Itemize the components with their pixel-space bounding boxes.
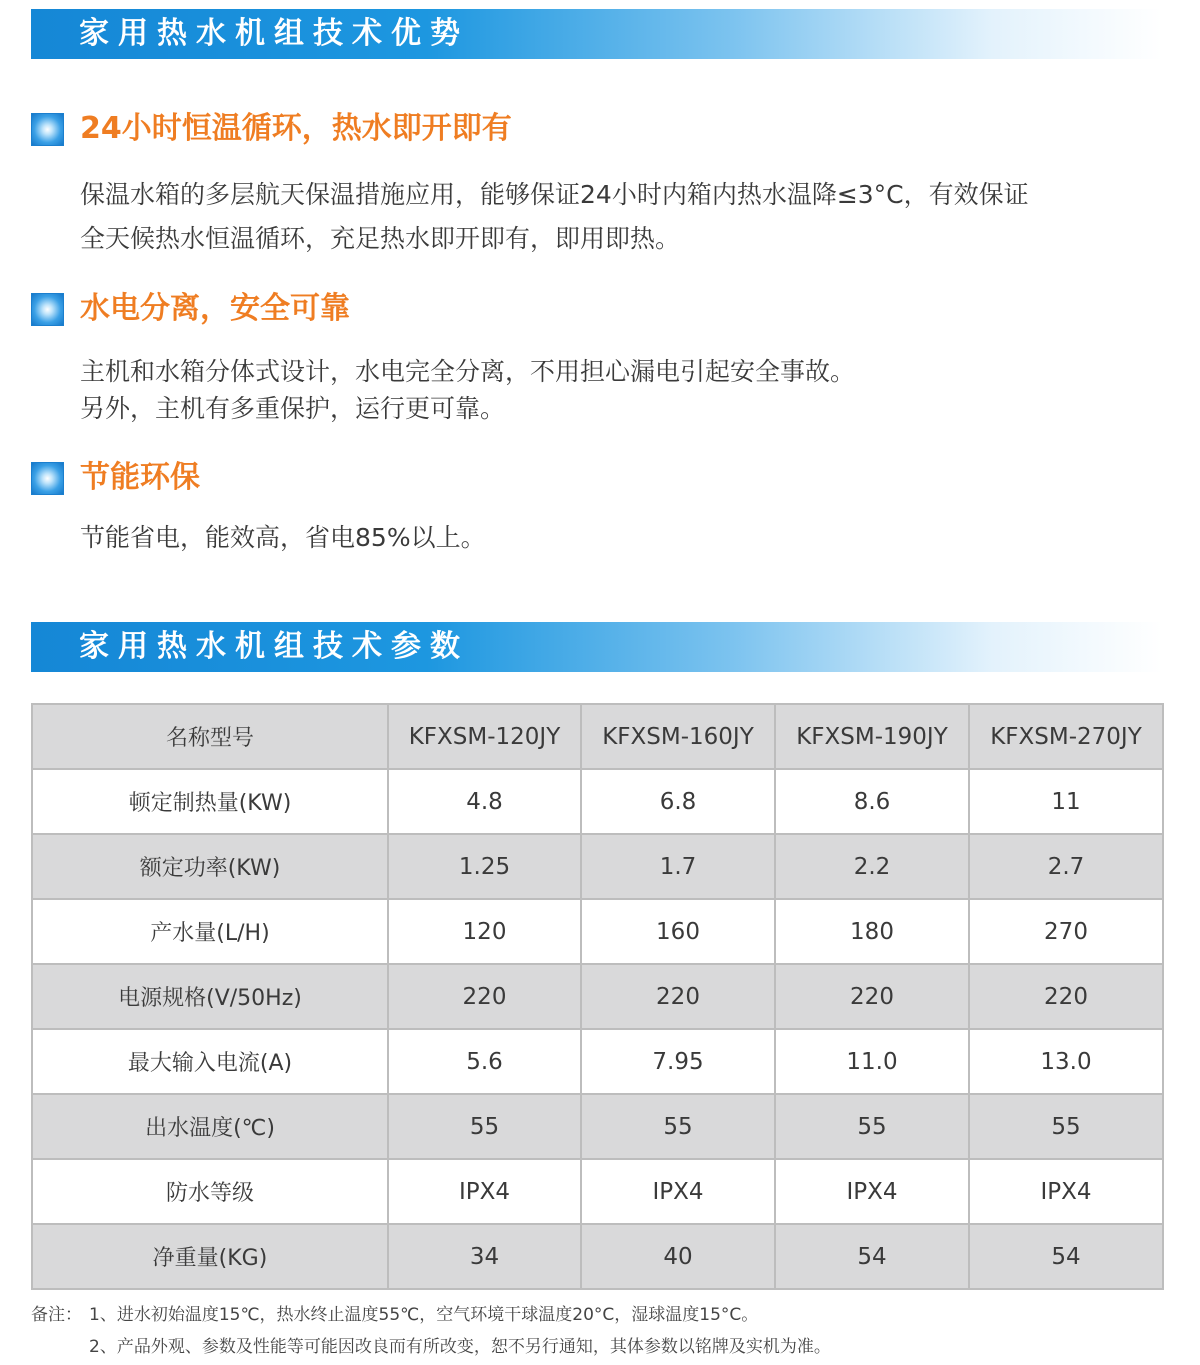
table-cell: 180: [775, 899, 969, 964]
table-row: [32, 1159, 1163, 1224]
table-row-label: 额定功率(KW): [32, 834, 388, 899]
table-row-label: 产水量(L/H): [32, 899, 388, 964]
spec-table: [31, 703, 1164, 1290]
feature-description-line: 保温水箱的多层航天保温措施应用，能够保证24小时内箱内热水温降≤3°C，有效保证: [80, 180, 1029, 209]
table-cell: 8.6: [775, 769, 969, 834]
table-cell: 1.25: [388, 834, 581, 899]
table-row: [32, 834, 1163, 899]
table-cell: 220: [388, 964, 581, 1029]
table-cell: 7.95: [581, 1029, 775, 1094]
table-cell: 220: [581, 964, 775, 1029]
table-header-row: [32, 704, 1163, 769]
table-header-cell: KFXSM-160JY: [581, 704, 775, 769]
table-row-label: 防水等级: [32, 1159, 388, 1224]
table-row: [32, 1224, 1163, 1289]
table-cell: IPX4: [388, 1159, 581, 1224]
table-row-label: 电源规格(V/50Hz): [32, 964, 388, 1029]
feature-description-line: 全天候热水恒温循环，充足热水即开即有，即用即热。: [80, 224, 681, 253]
table-header-cell: KFXSM-120JY: [388, 704, 581, 769]
table-cell: 55: [388, 1094, 581, 1159]
table-row-label: 出水温度(℃): [32, 1094, 388, 1159]
table-cell: 6.8: [581, 769, 775, 834]
table-cell: 2.2: [775, 834, 969, 899]
table-cell: 55: [775, 1094, 969, 1159]
table-cell: 11.0: [775, 1029, 969, 1094]
table-cell: 54: [969, 1224, 1163, 1289]
feature-constant-temperature: [31, 109, 1171, 253]
table-row: [32, 964, 1163, 1029]
square-bullet-icon: [31, 293, 64, 326]
table-cell: 4.8: [388, 769, 581, 834]
feature-water-electric-separation: [31, 289, 1171, 423]
table-header-cell: 名称型号: [32, 704, 388, 769]
notes-label: 备注：: [31, 1305, 82, 1325]
table-row: [32, 899, 1163, 964]
table-cell: 160: [581, 899, 775, 964]
square-bullet-icon: [31, 113, 64, 146]
note-item: 1、进水初始温度15℃，热水终止温度55℃，空气环境干球温度20°C，湿球温度15°C。: [89, 1305, 759, 1325]
feature-description-line: 节能省电，能效高，省电85%以上。: [80, 523, 486, 552]
feature-title: 24小时恒温循环，热水即开即有: [80, 111, 512, 146]
table-row: [32, 1094, 1163, 1159]
table-cell: 54: [775, 1224, 969, 1289]
table-cell: 220: [775, 964, 969, 1029]
feature-description-line: 主机和水箱分体式设计，水电完全分离，不用担心漏电引起安全事故。: [80, 357, 856, 386]
square-bullet-icon: [31, 462, 64, 495]
table-row-label: 净重量(KG): [32, 1224, 388, 1289]
table-cell: IPX4: [775, 1159, 969, 1224]
feature-title: 节能环保: [80, 460, 200, 495]
table-cell: 2.7: [969, 834, 1163, 899]
table-row: [32, 1029, 1163, 1094]
parameters-banner: [31, 622, 1162, 672]
table-cell: 11: [969, 769, 1163, 834]
table-cell: 55: [581, 1094, 775, 1159]
table-header-cell: KFXSM-270JY: [969, 704, 1163, 769]
advantages-banner-title: 家用热水机组技术优势: [79, 16, 469, 51]
feature-title: 水电分离，安全可靠: [80, 291, 350, 326]
parameters-banner-title: 家用热水机组技术参数: [79, 629, 469, 664]
table-row: [32, 769, 1163, 834]
table-cell: 34: [388, 1224, 581, 1289]
advantages-banner: [31, 9, 1162, 59]
table-row-label: 最大输入电流(A): [32, 1029, 388, 1094]
table-cell: 5.6: [388, 1029, 581, 1094]
table-cell: IPX4: [581, 1159, 775, 1224]
table-row-label: 顿定制热量(KW): [32, 769, 388, 834]
table-header-cell: KFXSM-190JY: [775, 704, 969, 769]
table-cell: 120: [388, 899, 581, 964]
feature-energy-saving: [31, 458, 1171, 552]
feature-description-line: 另外，主机有多重保护，运行更可靠。: [80, 394, 506, 423]
table-cell: 220: [969, 964, 1163, 1029]
table-cell: 55: [969, 1094, 1163, 1159]
table-cell: IPX4: [969, 1159, 1163, 1224]
table-cell: 1.7: [581, 834, 775, 899]
note-item: 2、产品外观、参数及性能等可能因改良而有所改变，恕不另行通知，其体参数以铭牌及实机为准。: [89, 1337, 831, 1357]
table-cell: 13.0: [969, 1029, 1163, 1094]
table-cell: 270: [969, 899, 1163, 964]
table-cell: 40: [581, 1224, 775, 1289]
